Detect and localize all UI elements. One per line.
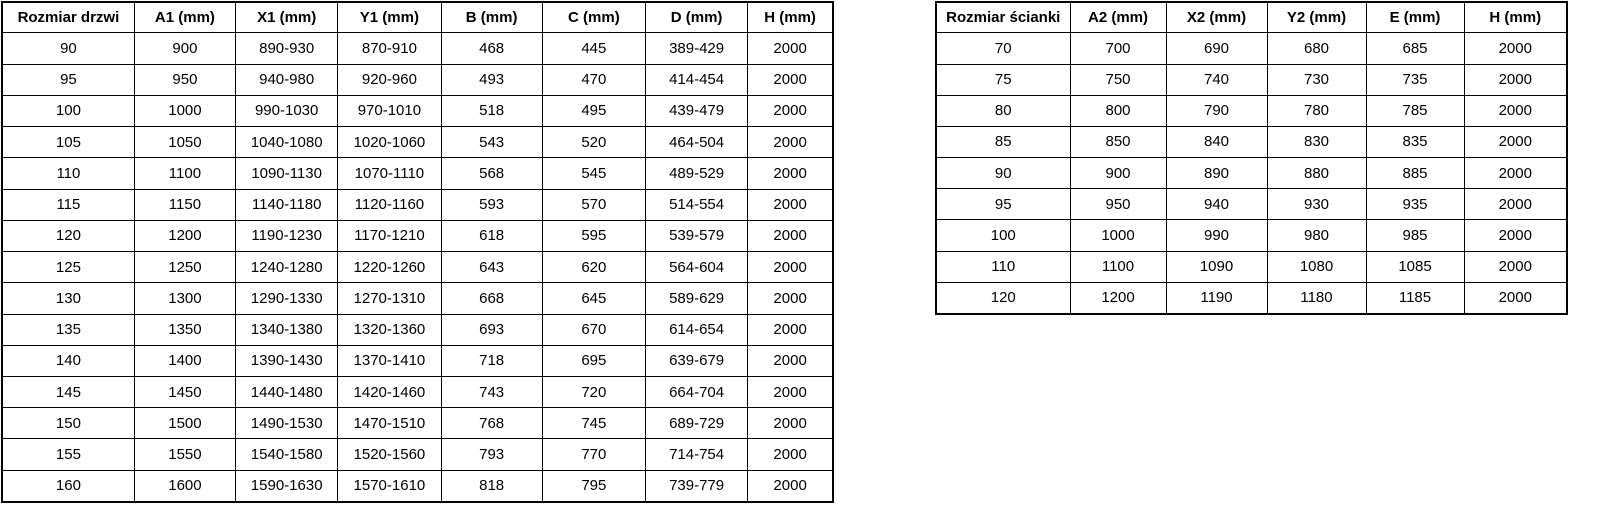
table-row (936, 220, 1567, 251)
table-cell: 700 (1070, 33, 1166, 64)
table-row (2, 439, 833, 470)
table-cell: 489-529 (645, 158, 747, 189)
table-cell: 589-629 (645, 283, 747, 314)
table-cell: 150 (2, 408, 134, 439)
wall-size-spec-table (935, 1, 1568, 315)
table-cell: 990-1030 (236, 95, 338, 126)
table-cell: 1190-1230 (236, 220, 338, 251)
table-cell: 1350 (134, 314, 235, 345)
table-cell: 1340-1380 (236, 314, 338, 345)
table-cell: 1180 (1267, 282, 1366, 314)
table-cell: 1090-1130 (236, 158, 338, 189)
table-cell: 495 (542, 95, 645, 126)
column-header: E (mm) (1366, 2, 1464, 33)
table-cell: 770 (542, 439, 645, 470)
table-row (936, 33, 1567, 64)
table-cell: 568 (441, 158, 542, 189)
table-cell: 1140-1180 (236, 189, 338, 220)
table-cell: 940 (1166, 189, 1267, 220)
column-header: A2 (mm) (1070, 2, 1166, 33)
table-cell: 668 (441, 283, 542, 314)
table-row (936, 251, 1567, 282)
table-cell: 780 (1267, 95, 1366, 126)
table-cell: 714-754 (645, 439, 747, 470)
table-cell: 870-910 (338, 33, 441, 64)
table-cell: 1420-1460 (338, 376, 441, 407)
column-header: A1 (mm) (134, 2, 235, 33)
table-cell: 493 (441, 64, 542, 95)
table-row (2, 127, 833, 158)
table-cell: 2000 (1464, 158, 1567, 189)
table-cell: 835 (1366, 126, 1464, 157)
column-header: Y2 (mm) (1267, 2, 1366, 33)
table-cell: 785 (1366, 95, 1464, 126)
table-cell: 695 (542, 345, 645, 376)
table-cell: 1200 (134, 220, 235, 251)
table-cell: 2000 (1464, 282, 1567, 314)
table-cell: 1240-1280 (236, 252, 338, 283)
table-cell: 743 (441, 376, 542, 407)
table-cell: 1520-1560 (338, 439, 441, 470)
table-row (2, 64, 833, 95)
column-header: Rozmiar drzwi (2, 2, 134, 33)
table-cell: 1150 (134, 189, 235, 220)
table-cell: 1500 (134, 408, 235, 439)
table-cell: 1600 (134, 470, 235, 502)
table-cell: 90 (2, 33, 134, 64)
table-cell: 1550 (134, 439, 235, 470)
table-cell: 940-980 (236, 64, 338, 95)
table-cell: 2000 (748, 376, 833, 407)
table-row (936, 189, 1567, 220)
table-cell: 885 (1366, 158, 1464, 189)
table-cell: 95 (2, 64, 134, 95)
table-cell: 125 (2, 252, 134, 283)
table-cell: 739-779 (645, 470, 747, 502)
table-cell: 645 (542, 283, 645, 314)
table-cell: 618 (441, 220, 542, 251)
table-cell: 745 (542, 408, 645, 439)
table-cell: 2000 (748, 158, 833, 189)
table-cell: 135 (2, 314, 134, 345)
table-row (936, 282, 1567, 314)
table-cell: 1170-1210 (338, 220, 441, 251)
table-cell: 1490-1530 (236, 408, 338, 439)
column-header: C (mm) (542, 2, 645, 33)
table-row (2, 314, 833, 345)
header-row (2, 2, 833, 33)
table-cell: 740 (1166, 64, 1267, 95)
table-cell: 970-1010 (338, 95, 441, 126)
table-cell: 543 (441, 127, 542, 158)
table-row (936, 64, 1567, 95)
table-cell: 795 (542, 470, 645, 502)
table-cell: 539-579 (645, 220, 747, 251)
table-cell: 850 (1070, 126, 1166, 157)
table-cell: 900 (1070, 158, 1166, 189)
table-cell: 950 (134, 64, 235, 95)
table-row (2, 95, 833, 126)
table-cell: 1120-1160 (338, 189, 441, 220)
table-cell: 768 (441, 408, 542, 439)
table-row (936, 95, 1567, 126)
table-cell: 1390-1430 (236, 345, 338, 376)
table-cell: 620 (542, 252, 645, 283)
table-cell: 1450 (134, 376, 235, 407)
table-cell: 439-479 (645, 95, 747, 126)
table-cell: 920-960 (338, 64, 441, 95)
table-cell: 1200 (1070, 282, 1166, 314)
table-cell: 930 (1267, 189, 1366, 220)
table-cell: 840 (1166, 126, 1267, 157)
table-cell: 790 (1166, 95, 1267, 126)
table-row (2, 33, 833, 64)
table-cell: 818 (441, 470, 542, 502)
table-row (2, 158, 833, 189)
table-row (2, 470, 833, 502)
table-cell: 985 (1366, 220, 1464, 251)
table-cell: 1300 (134, 283, 235, 314)
table-cell: 110 (2, 158, 134, 189)
table-cell: 1040-1080 (236, 127, 338, 158)
door-size-spec-table (1, 1, 834, 503)
table-cell: 1250 (134, 252, 235, 283)
header-row (936, 2, 1567, 33)
table-cell: 664-704 (645, 376, 747, 407)
table-cell: 1100 (134, 158, 235, 189)
table-cell: 1270-1310 (338, 283, 441, 314)
table-cell: 670 (542, 314, 645, 345)
table-cell: 1440-1480 (236, 376, 338, 407)
table-cell: 1100 (1070, 251, 1166, 282)
table-cell: 2000 (1464, 126, 1567, 157)
table-cell: 800 (1070, 95, 1166, 126)
table-row (2, 252, 833, 283)
table-cell: 2000 (748, 314, 833, 345)
table-row (2, 283, 833, 314)
table-cell: 2000 (1464, 220, 1567, 251)
table-cell: 1090 (1166, 251, 1267, 282)
table-cell: 1400 (134, 345, 235, 376)
table-cell: 130 (2, 283, 134, 314)
column-header: D (mm) (645, 2, 747, 33)
table-cell: 2000 (1464, 189, 1567, 220)
table-cell: 155 (2, 439, 134, 470)
table-cell: 1220-1260 (338, 252, 441, 283)
table-cell: 518 (441, 95, 542, 126)
column-header: H (mm) (748, 2, 833, 33)
table-cell: 70 (936, 33, 1070, 64)
table-cell: 389-429 (645, 33, 747, 64)
table-cell: 80 (936, 95, 1070, 126)
table-cell: 2000 (748, 345, 833, 376)
table-cell: 1470-1510 (338, 408, 441, 439)
column-header: B (mm) (441, 2, 542, 33)
table-row (2, 189, 833, 220)
table-cell: 2000 (1464, 95, 1567, 126)
table-cell: 570 (542, 189, 645, 220)
table-cell: 2000 (748, 283, 833, 314)
table-cell: 890-930 (236, 33, 338, 64)
table-cell: 2000 (748, 470, 833, 502)
table-cell: 2000 (1464, 64, 1567, 95)
table-cell: 1370-1410 (338, 345, 441, 376)
table-cell: 140 (2, 345, 134, 376)
table-cell: 464-504 (645, 127, 747, 158)
table-cell: 830 (1267, 126, 1366, 157)
table-row (2, 220, 833, 251)
table-cell: 685 (1366, 33, 1464, 64)
table-cell: 120 (2, 220, 134, 251)
table-cell: 950 (1070, 189, 1166, 220)
table-cell: 120 (936, 282, 1070, 314)
table-cell: 643 (441, 252, 542, 283)
table-cell: 95 (936, 189, 1070, 220)
table-cell: 980 (1267, 220, 1366, 251)
table-cell: 470 (542, 64, 645, 95)
table-cell: 1080 (1267, 251, 1366, 282)
table-cell: 468 (441, 33, 542, 64)
table-cell: 1070-1110 (338, 158, 441, 189)
table-cell: 1590-1630 (236, 470, 338, 502)
table-cell: 545 (542, 158, 645, 189)
table-cell: 2000 (748, 408, 833, 439)
table-cell: 735 (1366, 64, 1464, 95)
column-header: Rozmiar ścianki (936, 2, 1070, 33)
table-cell: 110 (936, 251, 1070, 282)
table-cell: 1185 (1366, 282, 1464, 314)
table-cell: 680 (1267, 33, 1366, 64)
column-header: X2 (mm) (1166, 2, 1267, 33)
table-cell: 514-554 (645, 189, 747, 220)
table-cell: 2000 (748, 95, 833, 126)
table-cell: 750 (1070, 64, 1166, 95)
table-cell: 2000 (748, 439, 833, 470)
table-row (2, 408, 833, 439)
table-cell: 593 (441, 189, 542, 220)
table-cell: 115 (2, 189, 134, 220)
table-cell: 1320-1360 (338, 314, 441, 345)
table-row (2, 345, 833, 376)
table-cell: 520 (542, 127, 645, 158)
table-cell: 1000 (1070, 220, 1166, 251)
table-cell: 2000 (748, 189, 833, 220)
table-cell: 564-604 (645, 252, 747, 283)
table-cell: 690 (1166, 33, 1267, 64)
table-cell: 2000 (1464, 251, 1567, 282)
table-cell: 100 (936, 220, 1070, 251)
table-cell: 639-679 (645, 345, 747, 376)
column-header: Y1 (mm) (338, 2, 441, 33)
table-row (936, 158, 1567, 189)
table-cell: 1290-1330 (236, 283, 338, 314)
table-cell: 880 (1267, 158, 1366, 189)
table-cell: 890 (1166, 158, 1267, 189)
table-cell: 730 (1267, 64, 1366, 95)
table-cell: 1540-1580 (236, 439, 338, 470)
table-cell: 1085 (1366, 251, 1464, 282)
table-cell: 2000 (748, 64, 833, 95)
table-cell: 445 (542, 33, 645, 64)
table-cell: 720 (542, 376, 645, 407)
table-cell: 614-654 (645, 314, 747, 345)
table-cell: 935 (1366, 189, 1464, 220)
table-cell: 689-729 (645, 408, 747, 439)
table-cell: 2000 (748, 33, 833, 64)
table-cell: 1020-1060 (338, 127, 441, 158)
table-cell: 2000 (748, 127, 833, 158)
column-header: X1 (mm) (236, 2, 338, 33)
table-cell: 2000 (748, 252, 833, 283)
table-cell: 595 (542, 220, 645, 251)
table-row (936, 126, 1567, 157)
table-row (2, 376, 833, 407)
table-cell: 90 (936, 158, 1070, 189)
table-cell: 100 (2, 95, 134, 126)
table-cell: 718 (441, 345, 542, 376)
table-cell: 145 (2, 376, 134, 407)
table-cell: 1190 (1166, 282, 1267, 314)
table-cell: 2000 (1464, 33, 1567, 64)
table-cell: 85 (936, 126, 1070, 157)
table-cell: 900 (134, 33, 235, 64)
table-cell: 414-454 (645, 64, 747, 95)
table-cell: 2000 (748, 220, 833, 251)
table-cell: 1570-1610 (338, 470, 441, 502)
table-cell: 1000 (134, 95, 235, 126)
table-cell: 693 (441, 314, 542, 345)
table-cell: 105 (2, 127, 134, 158)
table-cell: 75 (936, 64, 1070, 95)
table-cell: 793 (441, 439, 542, 470)
table-cell: 160 (2, 470, 134, 502)
table-cell: 990 (1166, 220, 1267, 251)
column-header: H (mm) (1464, 2, 1567, 33)
table-cell: 1050 (134, 127, 235, 158)
